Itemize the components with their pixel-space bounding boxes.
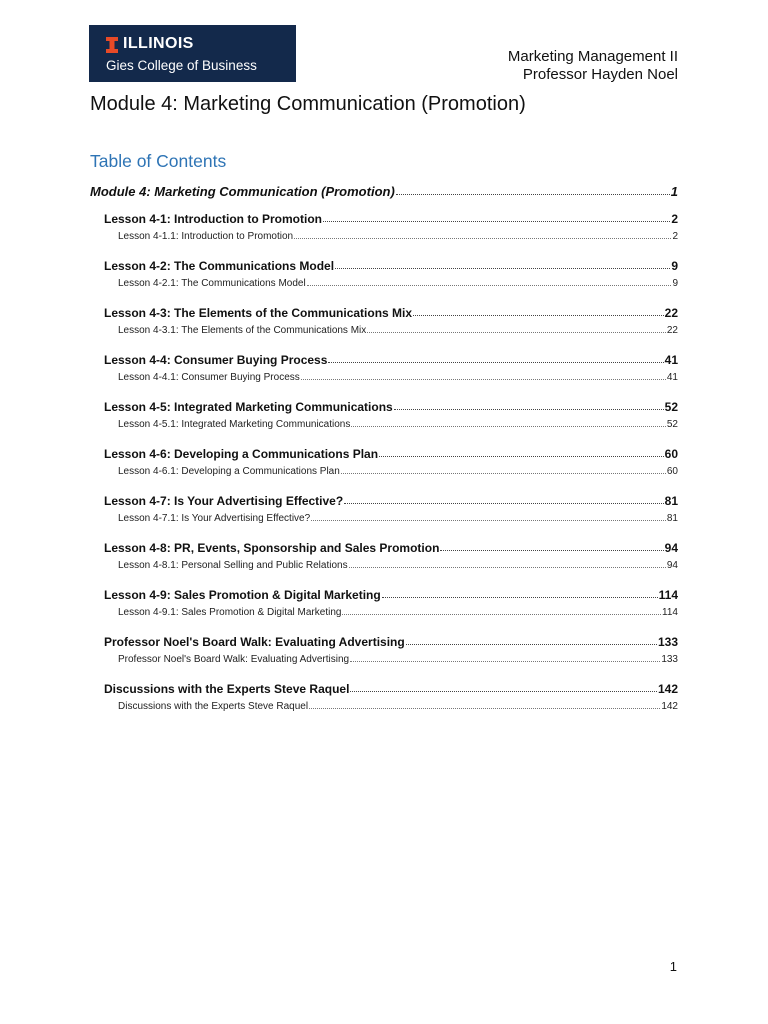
toc-entry-title: Lesson 4-1: Introduction to Promotion [104,212,322,226]
toc-entry-18[interactable] [118,607,678,618]
toc-entry-title: Lesson 4-9.1: Sales Promotion & Digital Marketing [118,607,342,618]
toc-entry-20[interactable] [118,654,678,665]
professor-name: Professor Hayden Noel [522,66,678,83]
toc-entry-title: Lesson 4-9: Sales Promotion & Digital Marketing [104,588,381,602]
toc-heading: Table of Contents [90,151,227,171]
toc-entry-title: Lesson 4-4.1: Consumer Buying Process [118,372,300,383]
toc-entry-page: 41 [666,372,678,383]
toc-entry-page: 9 [672,278,678,289]
toc-dot-leader [311,520,666,521]
toc-entry-title: Lesson 4-5.1: Integrated Marketing Communications [118,419,351,430]
toc-entry-title: Discussions with the Experts Steve Raquel [104,682,350,696]
toc-entry-7[interactable] [104,353,678,367]
toc-entry-page: 22 [664,306,678,320]
toc-entry-title: Lesson 4-2: The Communications Model [104,259,335,273]
toc-dot-leader [309,708,660,709]
toc-entry-page: 60 [664,447,678,461]
toc-entry-page: 94 [664,541,678,555]
toc-entry-5[interactable] [104,306,678,320]
logo-college-text: Gies College of Business [106,58,257,73]
toc-dot-leader [323,221,670,222]
toc-entry-title: Lesson 4-5: Integrated Marketing Communications [104,400,393,414]
toc-entry-13[interactable] [104,494,678,508]
toc-dot-leader [406,644,657,645]
toc-entry-title: Lesson 4-6.1: Developing a Communications Plan [118,466,340,477]
toc-entry-2[interactable] [118,231,678,242]
toc-dot-leader [350,691,657,692]
toc-entry-title: Lesson 4-4: Consumer Buying Process [104,353,328,367]
toc-entry-page: 52 [666,419,678,430]
toc-entry-21[interactable] [104,682,678,696]
toc-entry-title: Lesson 4-8.1: Personal Selling and Public Relations [118,560,348,571]
toc-entry-title: Lesson 4-7: Is Your Advertising Effective? [104,494,344,508]
toc-dot-leader [413,315,664,316]
toc-dot-leader [328,362,663,363]
toc-entry-page: 2 [671,212,678,226]
toc-dot-leader [382,597,658,598]
toc-entry-page: 133 [661,654,678,665]
toc-dot-leader [367,332,666,333]
toc-dot-leader [294,238,671,239]
toc-entry-10[interactable] [118,419,678,430]
toc-dot-leader [301,379,666,380]
toc-entry-page: 60 [666,466,678,477]
toc-entry-page: 81 [666,513,678,524]
toc-entry-title: Lesson 4-2.1: The Communications Model [118,278,306,289]
toc-entry-1[interactable] [104,212,678,226]
page-number: 1 [669,959,677,974]
toc-entry-page: 52 [664,400,678,414]
toc-dot-leader [440,550,663,551]
toc-entry-page: 22 [666,325,678,336]
toc-entry-15[interactable] [104,541,678,555]
toc-entry-title: Discussions with the Experts Steve Raquel [118,701,309,712]
toc-dot-leader [350,661,660,662]
toc-entry-page: 41 [664,353,678,367]
toc-entry-page: 81 [664,494,678,508]
toc-entry-9[interactable] [104,400,678,414]
logo-illinois-text: ILLINOIS [123,35,194,52]
toc-entry-17[interactable] [104,588,678,602]
toc-entry-title: Module 4: Marketing Communication (Promotion) [90,184,395,199]
toc-entry-page: 9 [671,259,678,273]
toc-entry-page: 94 [666,560,678,571]
toc-entry-title: Professor Noel's Board Walk: Evaluating Advertising [118,654,350,665]
toc-entry-page: 114 [662,607,678,618]
toc-dot-leader [396,194,670,195]
toc-dot-leader [342,614,661,615]
toc-dot-leader [349,567,666,568]
toc-dot-leader [335,268,670,269]
document-title: Module 4: Marketing Communication (Promotion) [90,93,526,115]
toc-entry-3[interactable] [104,259,678,273]
toc-entry-title: Lesson 4-6: Developing a Communications Plan [104,447,379,461]
toc-entry-title: Lesson 4-1.1: Introduction to Promotion [118,231,294,242]
course-name: Marketing Management II [507,48,678,65]
toc-entry-page: 2 [672,231,678,242]
toc-dot-leader [307,285,672,286]
toc-entry-22[interactable] [118,701,678,712]
toc-entry-11[interactable] [104,447,678,461]
toc-entry-title: Lesson 4-3.1: The Elements of the Communications Mix [118,325,367,336]
toc-entry-page: 114 [658,588,678,602]
toc-entry-page: 142 [657,682,678,696]
toc-entry-14[interactable] [118,513,678,524]
toc-entry-title: Professor Noel's Board Walk: Evaluating Advertising [104,635,405,649]
toc-entry-0[interactable] [90,184,678,199]
toc-entry-title: Lesson 4-7.1: Is Your Advertising Effective? [118,513,311,524]
toc-entry-page: 142 [661,701,678,712]
toc-entry-title: Lesson 4-3: The Elements of the Communications Mix [104,306,413,320]
toc-entry-6[interactable] [118,325,678,336]
toc-dot-leader [379,456,664,457]
toc-entry-page: 1 [670,184,678,199]
toc-entry-19[interactable] [104,635,678,649]
toc-entry-page: 133 [657,635,678,649]
toc-entry-16[interactable] [118,560,678,571]
toc-entry-4[interactable] [118,278,678,289]
toc-dot-leader [351,426,666,427]
toc-dot-leader [394,409,664,410]
toc-dot-leader [341,473,666,474]
toc-dot-leader [344,503,663,504]
toc-entry-8[interactable] [118,372,678,383]
toc-entry-title: Lesson 4-8: PR, Events, Sponsorship and Sales Promotion [104,541,440,555]
toc-entry-12[interactable] [118,466,678,477]
